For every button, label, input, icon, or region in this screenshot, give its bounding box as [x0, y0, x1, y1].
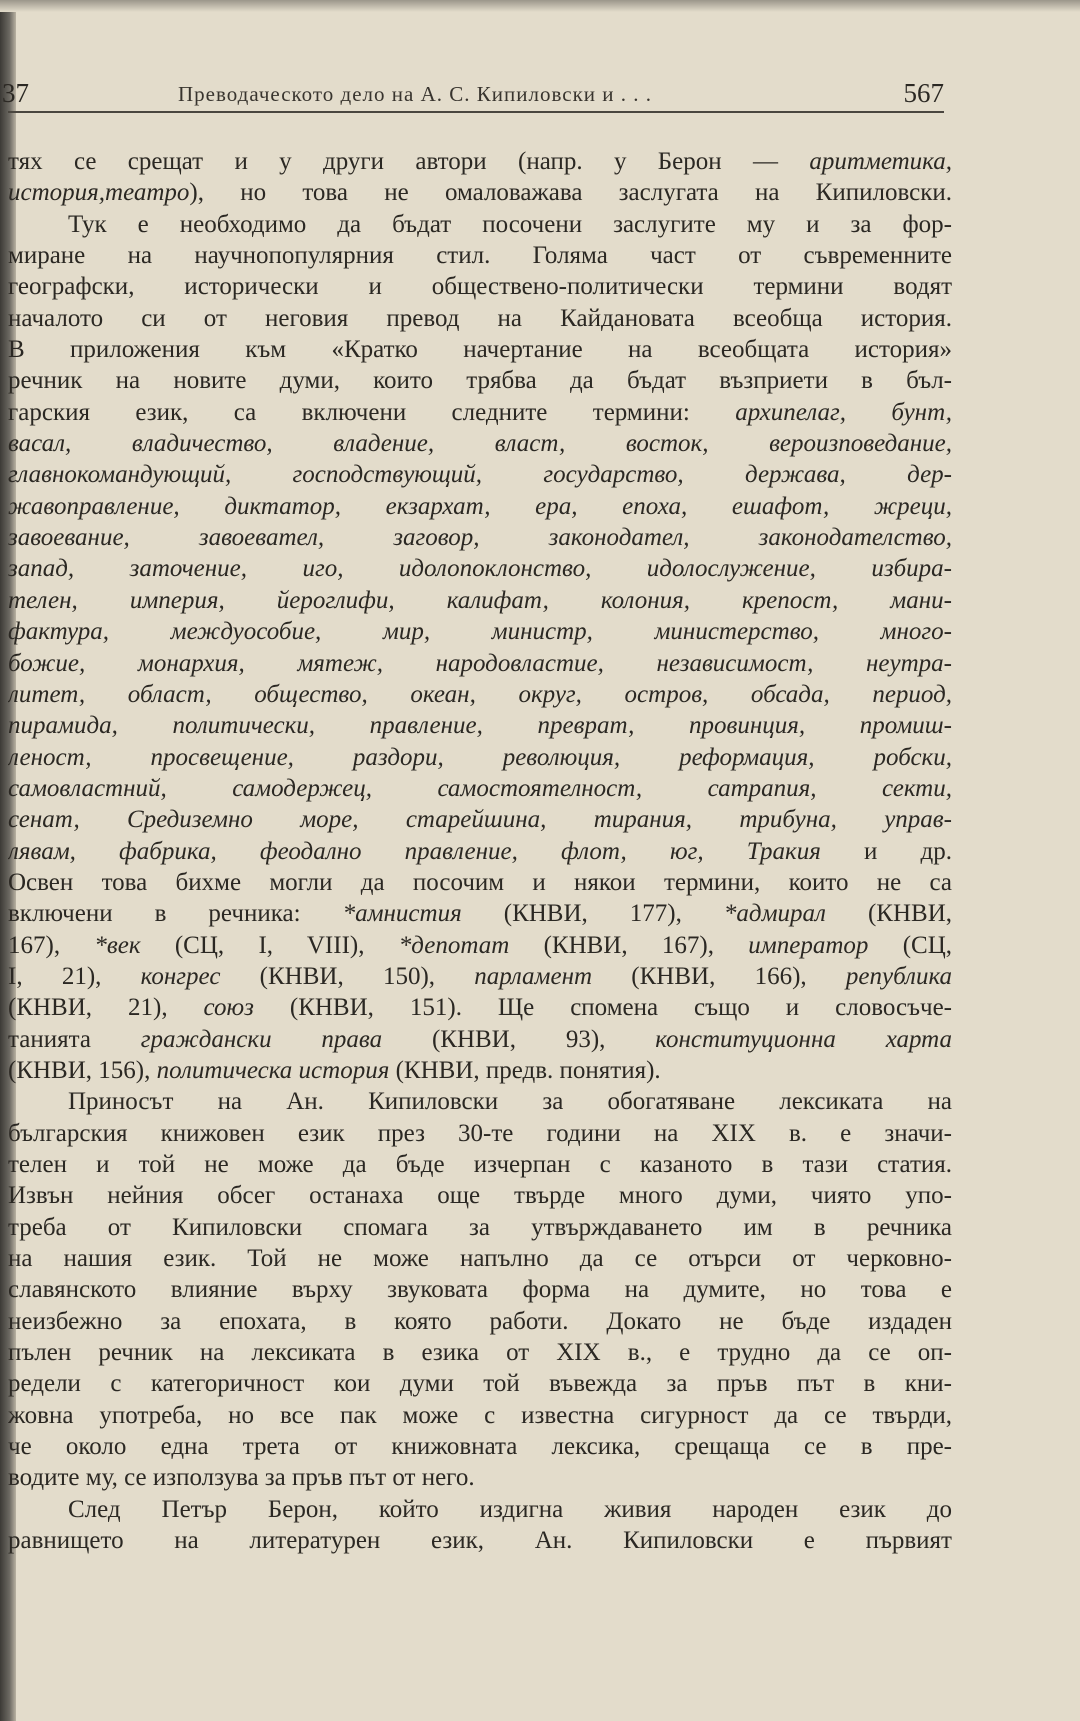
text-line: [8, 773, 952, 804]
text-segment: (СЦ,: [868, 931, 952, 959]
text-segment: тях се срещат и у други автори (напр. у Берон —: [8, 148, 810, 175]
text-line: [8, 1306, 952, 1337]
text-line: [8, 1180, 952, 1211]
italic-term: история,театро: [8, 179, 190, 207]
text-line: [8, 1243, 952, 1274]
facing-page-number: 37: [2, 78, 29, 108]
body-text: [8, 146, 952, 1556]
text-line: [8, 334, 952, 365]
text-line: [8, 1212, 952, 1243]
italic-term: васал, владичество, владение, власт, восток, вероизповедание,: [8, 430, 952, 458]
text-line: [8, 930, 952, 961]
text-segment: (СЦ, I, VIII),: [140, 931, 399, 959]
text-segment: Тук е необходимо да бъдат посочени заслугите му и за фор-: [68, 210, 952, 238]
text-segment: българския книжовен език през 30-те години на XIX в. е значи-: [8, 1119, 952, 1147]
text-line: [8, 836, 952, 867]
text-line: [8, 679, 952, 710]
italic-term: литет, област, общество, океан, округ, остров, обсада, период,: [8, 680, 952, 708]
text-segment: треба от Кипиловски спомага за утвърждаването им в речника: [8, 1213, 952, 1241]
text-segment: неизбежно за епохата, в която работи. Докато не бъде издаден: [8, 1307, 952, 1335]
text-segment: Освен това бихме могли да посочим и някои термини, които не са: [8, 868, 952, 896]
text-segment: (КНВИ, 177),: [461, 900, 724, 928]
text-segment: (КНВИ, 167),: [509, 931, 749, 959]
text-line: [8, 209, 952, 240]
italic-term: союз: [203, 994, 254, 1022]
text-segment: танията: [8, 1025, 141, 1053]
text-line: [8, 303, 952, 334]
text-line: [8, 1086, 952, 1117]
text-line: [8, 146, 952, 177]
text-line: [8, 585, 952, 616]
italic-term: *адмирал: [723, 900, 826, 928]
italic-term: архипелаг, бунт,: [735, 398, 952, 426]
text-segment: (КНВИ, 150),: [220, 962, 475, 990]
text-line: [8, 1494, 952, 1525]
text-segment: В приложения към «Кратко начертание на всеобщата история»: [8, 336, 952, 364]
text-line: [8, 961, 952, 992]
text-line: [8, 1274, 952, 1305]
text-line: [8, 1431, 952, 1462]
text-line: [8, 365, 952, 396]
italic-term: император: [748, 931, 869, 959]
text-segment: телен и той не може да бъде изчерпан с казаното в тази статия.: [8, 1151, 952, 1178]
text-line: [8, 491, 952, 522]
italic-term: *амнистия: [342, 900, 462, 928]
text-segment: (КНВИ, 93),: [382, 1025, 656, 1053]
italic-term: пирамида, политически, правление, преврат, провинция, промиш-: [8, 712, 952, 740]
italic-term: завоевание, завоевател, заговор, законодател, законодателство,: [8, 524, 952, 552]
text-line: [8, 1149, 952, 1180]
text-line: [8, 804, 952, 835]
text-segment: миране на научнопопулярния стил. Голяма част от съвременните: [8, 242, 952, 270]
text-segment: равнището на литературен език, Ан. Кипиловски е първият: [8, 1527, 952, 1555]
text-line: [8, 710, 952, 741]
text-segment: на нашия език. Той не може напълно да се отърси от черковно-: [8, 1245, 952, 1273]
italic-term: конституционна харта: [655, 1025, 952, 1053]
italic-term: запад, заточение, иго, идолопоклонство, идолослужение, избира-: [8, 555, 952, 583]
text-segment: и др.: [820, 837, 952, 865]
italic-term: главнокомандующий, господствующий, государство, держава, дер-: [8, 461, 952, 489]
text-line: [8, 616, 952, 647]
text-segment: I, 21),: [8, 962, 141, 990]
text-line: [8, 1368, 952, 1399]
page-header: [0, 78, 944, 114]
text-line: [8, 898, 952, 929]
italic-term: божие, монархия, мятеж, народовластие, независимост, неутра-: [8, 649, 952, 677]
text-segment: (КНВИ,: [825, 900, 952, 928]
text-segment: (КНВИ, 166),: [592, 962, 846, 990]
text-segment: началото си от неговия превод на Кайдановата всеобща история.: [8, 304, 952, 332]
text-segment: 167),: [8, 931, 95, 959]
page-number: 567: [903, 78, 944, 108]
italic-term: сенат, Средиземно море, старейшина, тирания, трибуна, управ-: [8, 806, 952, 834]
text-line: [8, 553, 952, 584]
italic-term: *депотат: [398, 931, 510, 959]
italic-term: аритметика,: [809, 148, 952, 175]
text-segment: редели с категоричност кои думи той въвежда за пръв път в кни-: [8, 1370, 952, 1398]
text-line: [8, 1118, 952, 1149]
text-line: [8, 271, 952, 302]
text-segment: ), но това не омаловажава заслугата на Кипиловски.: [189, 179, 952, 207]
italic-term: леност, просвещение, раздори, революция, реформация, робски,: [8, 743, 952, 771]
italic-term: жавоправление, диктатор, екзархат, ера, епоха, ешафот, жреци,: [8, 492, 952, 520]
text-line: [8, 397, 952, 428]
text-line: [8, 648, 952, 679]
running-title: Преводаческото дело на А. С. Кипиловски и . . .: [178, 82, 653, 106]
text-segment: (КНВИ, 156),: [8, 1056, 157, 1084]
italic-term: конгрес: [140, 962, 221, 990]
text-segment: географски, исторически и обществено-политически термини водят: [8, 273, 952, 301]
italic-term: република: [845, 962, 952, 990]
text-segment: (КНВИ, предв. понятия).: [389, 1056, 661, 1084]
text-line: [8, 742, 952, 773]
text-segment: гарския език, са включени следните термини:: [8, 398, 736, 426]
text-line: [8, 177, 952, 208]
italic-term: самовластний, самодержец, самостоятелност, сатрапия, секти,: [8, 774, 952, 802]
text-line: [8, 867, 952, 898]
italic-term: фактура, междуособие, мир, министр, министерство, много-: [8, 618, 952, 646]
text-line: [8, 240, 952, 271]
text-line: [8, 1462, 952, 1493]
text-segment: жовна употреба, но все пак може с известна сигурност да се твърди,: [8, 1401, 952, 1429]
text-segment: включени в речника:: [8, 900, 343, 928]
text-segment: пълен речник на лексиката в езика от XIX в., е трудно да се оп-: [8, 1339, 952, 1367]
page-top-shadow: [0, 0, 1080, 12]
italic-term: политическа история: [156, 1056, 390, 1084]
italic-term: граждански права: [140, 1025, 383, 1053]
text-segment: Извън нейния обсег останаха още твърде много думи, чиято упо-: [8, 1182, 952, 1210]
text-segment: След Петър Берон, който издигна живия народен език до: [68, 1495, 952, 1523]
italic-term: парламент: [474, 962, 593, 990]
text-segment: (КНВИ, 21),: [8, 994, 204, 1022]
text-segment: че около една трета от книжовната лексика, срещаща се в пре-: [8, 1433, 952, 1461]
text-line: [8, 1400, 952, 1431]
text-line: [8, 428, 952, 459]
text-segment: речник на новите думи, които трябва да бъдат възприети в бъл-: [8, 367, 952, 395]
text-line: [8, 1055, 952, 1086]
italic-term: телен, империя, йероглифи, калифат, колония, крепост, мани-: [8, 586, 952, 614]
header-rule: [8, 111, 944, 113]
italic-term: *век: [94, 931, 141, 959]
text-line: [8, 459, 952, 490]
text-segment: (КНВИ, 151). Ще спомена също и словосъче-: [253, 994, 952, 1022]
text-line: [8, 1337, 952, 1368]
text-segment: славянското влияние върху звуковата форма на думите, но това е: [8, 1276, 952, 1304]
text-line: [8, 1525, 952, 1556]
text-segment: Приносът на Ан. Кипиловски за обогатяване лексиката на: [68, 1088, 952, 1116]
text-line: [8, 1024, 952, 1055]
text-line: [8, 992, 952, 1023]
italic-term: лявам, фабрика, феодално правление, флот, юг, Тракия: [8, 837, 821, 865]
text-line: [8, 522, 952, 553]
text-segment: водите му, се използува за пръв път от него.: [8, 1464, 475, 1492]
